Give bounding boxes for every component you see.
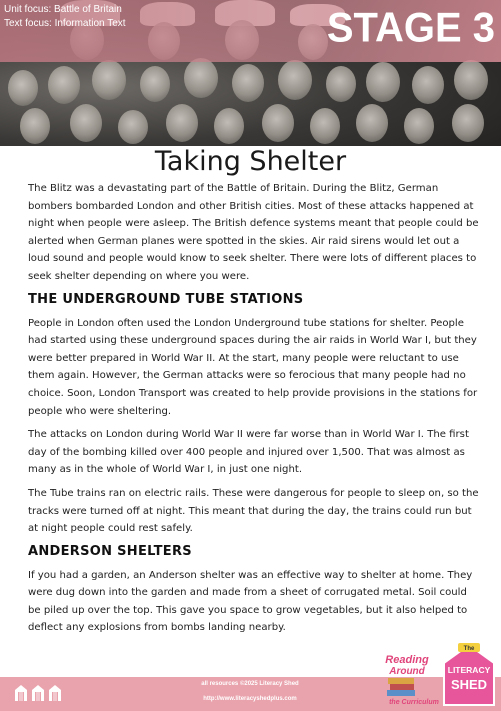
shed-icon (48, 684, 62, 702)
underground-paragraph-3: The Tube trains ran on electric rails. These were dangerous for people to sleep on, so the tracks were turned off at night. This meant that during the day, the trains could run but at night people could rest safely. (28, 487, 479, 535)
footer-copyright: all resources ©2025 Literacy Shed (201, 681, 299, 687)
logo-text-curriculum: the Curriculum (389, 699, 439, 706)
article-body (28, 180, 480, 643)
footer-icons (14, 684, 62, 702)
reading-around-curriculum-logo (374, 650, 440, 708)
literacy-shed-logo (440, 641, 498, 709)
text-focus-label: Text focus: Information Text (4, 18, 126, 29)
header-photo (0, 0, 501, 146)
anderson-paragraph-1: If you had a garden, an Anderson shelter was an effective way to shelter at home. They were dug down into the garden and made from a sheet of corrugated metal. Soil could be piled up over the top. This gave you space to grow vegetables, but it also helped to deflect any explosions from bombs landing nearby. (28, 569, 473, 634)
footer-url[interactable]: http://www.literacyshedplus.com (203, 696, 297, 702)
underground-paragraph-1: People in London often used the London Underground tube stations for shelter. People had started using these underground spaces during the air raids in World War I, but they were better prepared in World War II. At the start, many people were reluctant to use them again. However, the German attacks were so ferocious that many people had no choice. Soon, London Transport was created to help provide provisions in the stations for people who were sheltering. (28, 317, 478, 417)
stage-label: STAGE 3 (326, 4, 495, 52)
page-title: Taking Shelter (154, 146, 347, 177)
shed-icon (14, 684, 28, 702)
logo-text-the: The (463, 646, 475, 652)
intro-paragraph: The Blitz was a devastating part of the Battle of Britain. During the Blitz, German bombers bombarded London and other British cities. Most of these attacks happened at night when people were asleep. The British defence systems meant that people could be alerted when German planes were spotted in the skies. Air raid sirens would let out a loud sound and people would know to seek shelter. There were lots of different places to seek shelter depending on where you were. (28, 183, 479, 282)
logo-text-literacy: LITERACY (447, 665, 491, 675)
logo-text-around: Around (389, 666, 425, 677)
underground-paragraph-2: The attacks on London during World War II were far worse than in World War I. The first day of the bombing killed over 400 people and injured over 1,500. That was almost as many as in the whole of World War I, in just one night. (28, 429, 469, 476)
logo-text-reading: Reading (385, 654, 429, 666)
section-heading-underground: THE UNDERGROUND TUBE STATIONS (28, 291, 304, 307)
section-heading-anderson: ANDERSON SHELTERS (28, 543, 192, 559)
unit-focus-label: Unit focus: Battle of Britain (4, 4, 122, 15)
shed-icon (31, 684, 45, 702)
logo-text-shed: SHED (450, 677, 488, 692)
